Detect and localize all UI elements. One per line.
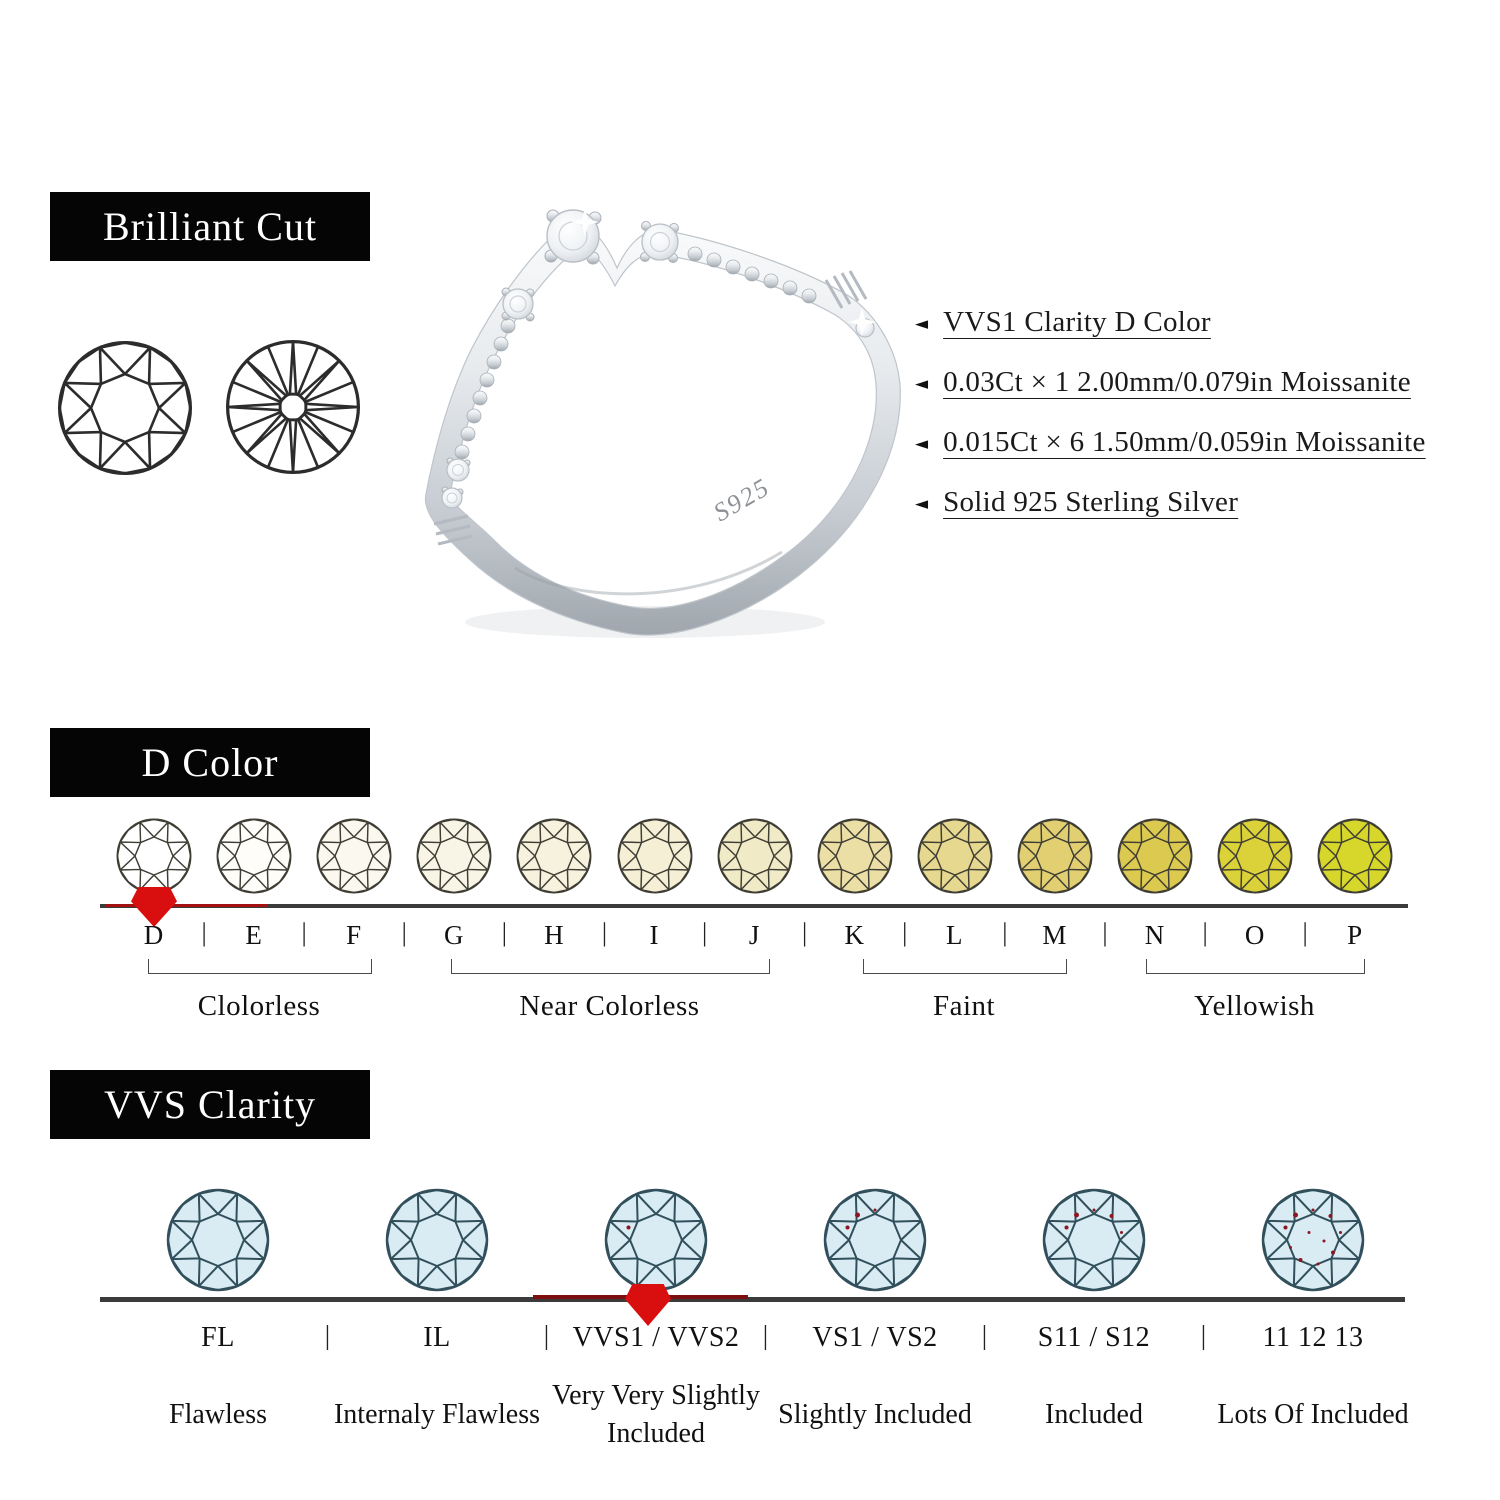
color-grade-diamond-I <box>617 818 693 894</box>
color-grade-diamond-N <box>1117 818 1193 894</box>
grade-separator: | <box>201 918 207 947</box>
color-grade-diamond-P <box>1317 818 1393 894</box>
clarity-diamond-3 <box>604 1188 708 1292</box>
grade-separator: | <box>301 918 307 947</box>
color-grade-letter-F: F <box>346 920 363 950</box>
color-grade-letter-I: I <box>649 920 660 950</box>
color-grade-diamond-K <box>817 818 893 894</box>
feature-text: VVS1 Clarity D Color <box>943 306 1211 338</box>
clarity-code-label: FL <box>201 1322 235 1353</box>
grade-separator: | <box>701 918 708 947</box>
grade-separator: | <box>1302 918 1308 947</box>
grade-separator: | <box>902 918 908 947</box>
color-grade-letter-P: P <box>1347 920 1364 950</box>
left-triangle-bullet-icon: ◄ <box>915 434 929 454</box>
color-group-label: Yellowish <box>1194 990 1315 1022</box>
clarity-description: Flawless <box>169 1399 267 1431</box>
group-bracket-near-colorless <box>451 959 770 974</box>
feature-text: 0.03Ct × 1 2.00mm/0.079in Moissanite <box>943 366 1411 398</box>
clarity-separator: | <box>1200 1320 1207 1350</box>
clarity-description: Slightly Included <box>778 1399 972 1431</box>
feature-item <box>915 426 1475 465</box>
clarity-separator: | <box>324 1320 331 1350</box>
color-grade-diamond-G <box>416 818 492 894</box>
ring-image <box>410 180 910 650</box>
color-grade-diamond-M <box>1017 818 1093 894</box>
color-grade-diamond-H <box>516 818 592 894</box>
brilliant-cut-title: Brilliant Cut <box>102 204 318 249</box>
color-scale-line <box>100 904 1408 908</box>
color-grade-letter-N: N <box>1144 920 1166 950</box>
clarity-separator: | <box>543 1320 550 1350</box>
feature-item <box>915 306 1475 345</box>
grade-separator: | <box>1202 918 1208 947</box>
clarity-diamond-2 <box>385 1188 489 1292</box>
grade-separator: | <box>401 918 407 947</box>
ring-stones <box>442 210 874 508</box>
clarity-code-label: VVS1 / VVS2 <box>572 1322 740 1353</box>
color-grade-letter-G: G <box>444 920 465 950</box>
clarity-code-label: VS1 / VS2 <box>812 1322 938 1353</box>
color-grade-diamond-D <box>116 818 192 894</box>
d-color-title: D Color <box>141 740 279 785</box>
vvs-clarity-header <box>50 1070 370 1139</box>
clarity-description: Included <box>1045 1399 1143 1431</box>
group-bracket-yellowish <box>1146 959 1365 974</box>
clarity-diamond-4 <box>823 1188 927 1292</box>
color-grade-diamond-J <box>717 818 793 894</box>
grade-separator: | <box>1002 918 1008 947</box>
color-group-label: Clolorless <box>197 990 321 1022</box>
feature-item <box>915 486 1475 525</box>
clarity-diamond-6 <box>1261 1188 1365 1292</box>
clarity-diamond-1 <box>166 1188 270 1292</box>
color-grade-diamond-L <box>917 818 993 894</box>
group-bracket-faint <box>863 959 1067 974</box>
color-grade-letter-M: M <box>1042 920 1068 950</box>
clarity-description: Internaly Flawless <box>333 1399 541 1431</box>
grade-separator: | <box>601 918 608 947</box>
group-bracket-colorless <box>148 959 372 974</box>
clarity-code-label: IL <box>423 1322 451 1353</box>
clarity-grade-marker-icon <box>625 1284 671 1326</box>
grade-separator: | <box>802 918 808 947</box>
color-grade-letter-E: E <box>245 920 263 950</box>
color-grade-letter-L: L <box>946 920 964 950</box>
left-triangle-bullet-icon: ◄ <box>915 374 929 394</box>
color-marker-line <box>106 904 268 907</box>
clarity-diamond-5 <box>1042 1188 1146 1292</box>
ring-engraving: S925 <box>708 472 775 528</box>
pavilion-view-diagram <box>225 339 361 475</box>
crown-view-diagram <box>57 340 193 476</box>
brilliant-cut-header <box>50 192 370 261</box>
color-grade-letter-K: K <box>844 920 865 950</box>
d-color-header <box>50 728 370 797</box>
feature-item <box>915 366 1475 405</box>
color-grade-diamond-F <box>316 818 392 894</box>
left-triangle-bullet-icon: ◄ <box>915 494 929 514</box>
feature-list <box>915 306 1475 546</box>
clarity-separator: | <box>762 1320 769 1350</box>
color-group-label: Faint <box>932 990 996 1022</box>
color-grade-diamond-E <box>216 818 292 894</box>
feature-text: 0.015Ct × 6 1.50mm/0.059in Moissanite <box>943 426 1426 458</box>
clarity-code-label: S11 / S12 <box>1037 1322 1151 1353</box>
left-triangle-bullet-icon: ◄ <box>915 314 929 334</box>
clarity-code-label: 11 12 13 <box>1262 1322 1364 1353</box>
grade-separator: | <box>501 918 507 947</box>
clarity-description: Very Very Slightly Included <box>552 1380 760 1449</box>
feature-text: Solid 925 Sterling Silver <box>943 486 1239 518</box>
clarity-scale-line <box>100 1297 1405 1302</box>
vvs-clarity-title: VVS Clarity <box>103 1082 317 1127</box>
color-grade-letter-J: J <box>748 920 761 950</box>
color-grade-letter-H: H <box>544 920 565 950</box>
color-grade-letter-D: D <box>143 920 165 950</box>
color-grade-diamond-O <box>1217 818 1293 894</box>
color-grade-letter-O: O <box>1244 920 1266 950</box>
clarity-description: Lots Of Included <box>1217 1399 1409 1431</box>
clarity-separator: | <box>981 1320 988 1350</box>
color-group-label: Near Colorless <box>519 990 700 1022</box>
grade-separator: | <box>1102 918 1108 947</box>
